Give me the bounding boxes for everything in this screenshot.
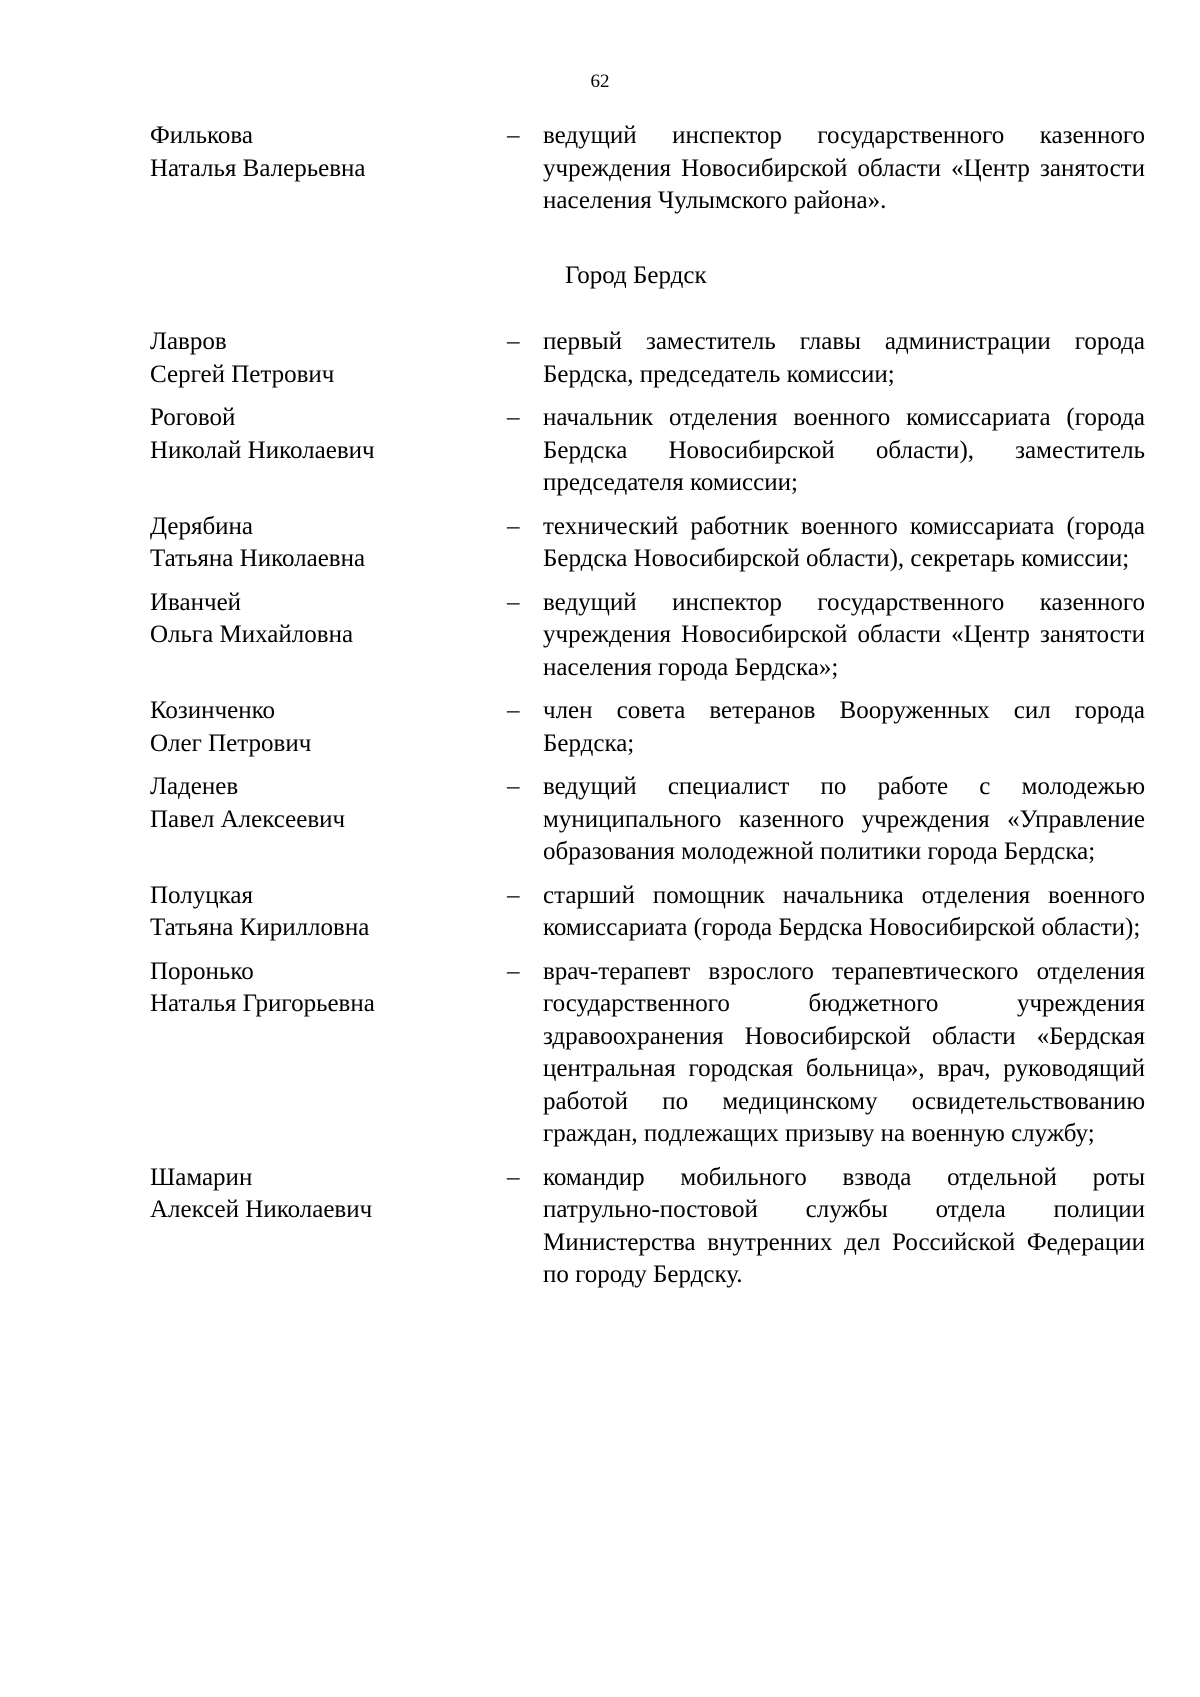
entry-dash: – [507,512,520,540]
member-entry [150,511,1145,576]
member-surname: Полуцкая [150,881,253,909]
member-name [150,956,510,1021]
member-given-names: Олег Петрович [150,729,312,757]
entry-dash: – [507,588,520,616]
member-surname: Ладенев [150,773,239,800]
member-entry [150,120,1145,218]
member-role: врач-терапевт взрослого терапевтического отделения государственного бюджетного учреждения здравоохранения Новосибирской области «Бердская центральная городская больница», врач, руководящий работой по медицинскому освидетельствованию граждан, подлежащих призыву на военную службу; [543,957,1145,1147]
member-role: ведущий инспектор государственного казенного учреждения Новосибирской области «Центр занятости населения города Бердска»; [543,588,1145,681]
member-given-names: Наталья Григорьевна [150,990,375,1017]
member-name [150,326,510,391]
member-name [150,511,510,576]
member-entry [150,326,1145,391]
entry-dash: – [507,328,520,355]
member-name [150,402,510,467]
member-given-names: Татьяна Кирилловна [150,914,370,941]
member-role: ведущий специалист по работе с молодежью муниципального казенного учреждения «Управление образования молодежной политики города Бердска; [543,773,1145,865]
member-name [150,771,510,836]
member-entry [150,880,1145,945]
member-role: ведущий инспектор государственного казенного учреждения Новосибирской области «Центр занятости населения Чулымского района». [543,122,1145,214]
entry-dash: – [507,404,520,431]
member-entry [150,771,1145,869]
member-role: член совета ветеранов Вооруженных сил города Бердска; [543,697,1145,757]
member-name [150,587,510,652]
member-surname: Филькова [150,122,253,149]
member-name [150,880,510,945]
member-surname: Шамарин [150,1163,253,1191]
member-entry [150,587,1145,685]
member-role: начальник отделения военного комиссариата (города Бердска Новосибирской области), заместитель председателя комиссии; [543,404,1145,496]
member-surname: Поронько [150,957,254,985]
member-surname: Дерябина [150,512,254,540]
member-role: старший помощник начальника отделения военного комиссариата (города Бердска Новосибирской области); [543,881,1145,941]
member-given-names: Татьяна Николаевна [150,545,366,572]
entry-dash: – [507,957,520,985]
section-heading: Город Бердск [565,261,707,289]
member-role: командир мобильного взвода отдельной роты патрульно-постовой службы отдела полиции Министерства внутренних дел Российской Федерации по городу Бердску. [543,1163,1145,1288]
member-name [150,120,510,185]
member-surname: Козинченко [150,697,275,724]
member-entry [150,1162,1145,1292]
entry-dash: – [507,773,520,800]
member-given-names: Павел Алексеевич [150,805,346,833]
member-surname: Лавров [150,328,227,355]
member-given-names: Ольга Михайловна [150,621,354,648]
member-name [150,1162,510,1227]
commission-member-list [150,120,1145,1292]
entry-dash: – [507,697,520,724]
member-role: технический работник военного комиссариата (города Бердска Новосибирской области), секретарь комиссии; [543,512,1145,572]
member-entry [150,695,1145,760]
page-number: 62 [590,71,610,92]
member-surname: Иванчей [150,588,242,616]
member-entry [150,402,1145,500]
entry-dash: – [507,1163,520,1191]
member-given-names: Алексей Николаевич [150,1196,373,1223]
entry-dash: – [507,881,520,909]
member-given-names: Николай Николаевич [150,436,375,464]
member-surname: Роговой [150,404,236,431]
member-role: первый заместитель главы администрации города Бердска, председатель комиссии; [543,328,1145,388]
member-name [150,695,510,760]
member-given-names: Наталья Валерьевна [150,154,366,182]
member-given-names: Сергей Петрович [150,360,335,388]
member-entry [150,956,1145,1151]
entry-dash: – [507,122,520,149]
